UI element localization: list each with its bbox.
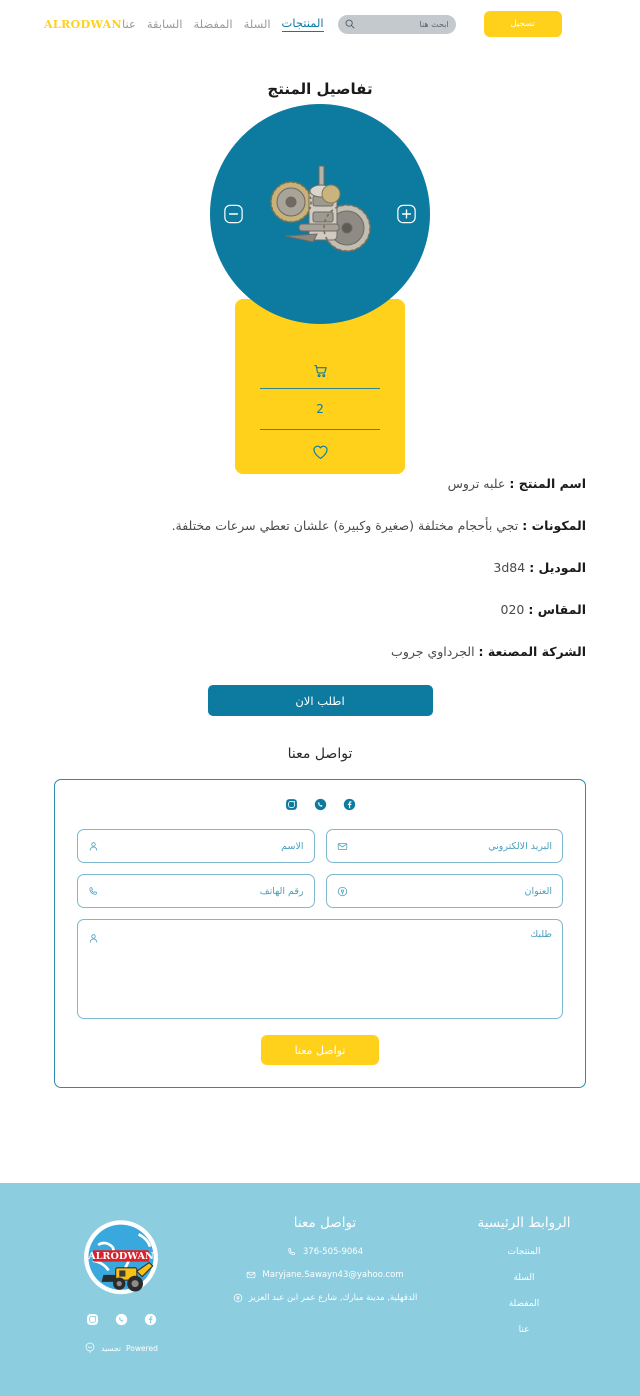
footer-phone-text: 376-505-9064 (302, 1247, 364, 1257)
footer-contact-column (210, 1215, 440, 1396)
footer-links-heading: الروابط الرئيسية (477, 1215, 571, 1231)
location-pin-icon (233, 1293, 243, 1303)
brand-logo[interactable]: ALRODWAN (44, 17, 122, 31)
page-title: تفاصيل المنتج (267, 80, 373, 98)
footer-social-row (86, 1313, 157, 1326)
spec-product-name (54, 476, 586, 493)
footer-email-row[interactable] (210, 1270, 440, 1280)
contact-section-heading: تواصل معنا (287, 746, 353, 763)
order-button-row (0, 685, 640, 716)
product-image-gearbox (255, 158, 385, 270)
email-field[interactable] (326, 829, 564, 863)
phone-icon (287, 1247, 297, 1257)
nav-item-previous[interactable]: السابقة (146, 16, 183, 31)
spec-value: تجي بأحجام مختلفة (صغيرة وكبيرة) علشان تعطي سرعات مختلفة. (171, 517, 519, 533)
contact-submit-button[interactable]: تواصل معنا (261, 1035, 379, 1065)
address-field[interactable] (326, 874, 564, 908)
search-icon (345, 19, 355, 29)
contact-form-fields (77, 829, 563, 1019)
quantity-value: 2 (316, 401, 324, 416)
contact-form-card (54, 779, 586, 1088)
spec-key: الشركة المصنعة : (478, 643, 586, 659)
name-field[interactable] (77, 829, 315, 863)
request-field[interactable] (77, 919, 563, 1019)
instagram-icon[interactable] (86, 1313, 99, 1326)
add-to-cart-icon[interactable] (312, 362, 329, 379)
footer-phone-row[interactable] (210, 1247, 440, 1257)
footer-link-cart[interactable]: السلة (513, 1273, 535, 1283)
whatsapp-icon[interactable] (115, 1313, 128, 1326)
spec-key: المكونات : (522, 517, 586, 533)
nav-item-about[interactable]: عنا (121, 16, 136, 31)
footer-link-favorites[interactable]: المفضلة (508, 1299, 540, 1309)
search-box[interactable] (338, 15, 456, 34)
person-icon (88, 929, 99, 948)
email-input[interactable] (354, 841, 553, 852)
product-action-card (235, 299, 405, 474)
footer-link-products[interactable]: المنتجات (507, 1247, 541, 1257)
footer-contact-heading: تواصل معنا (293, 1215, 357, 1231)
site-header (0, 0, 640, 48)
spec-key: المقاس : (528, 601, 586, 617)
nav-item-favorites[interactable]: المفضلة (193, 16, 233, 31)
spec-value: 020 (500, 601, 525, 617)
powered-by (84, 1339, 158, 1358)
spec-key: اسم المنتج : (509, 476, 586, 491)
footer-email-text: Maryjane.Sawayn43@yahoo.com (262, 1270, 404, 1280)
product-hero (0, 104, 640, 474)
powered-label: Powered (125, 1344, 158, 1353)
footer-address-row[interactable] (210, 1293, 440, 1303)
footer-logo-icon (77, 1215, 165, 1303)
footer-address-text: الدقهلية, مدينة مبارك, شارع عمر ابن عبد العزيز (248, 1293, 418, 1303)
spec-value: الجرداوي جروب (391, 643, 475, 659)
spec-key: الموديل : (529, 559, 586, 575)
favorite-heart-icon[interactable] (312, 444, 329, 460)
main-navigation (122, 16, 324, 32)
envelope-icon (337, 841, 348, 852)
spec-size (54, 602, 586, 619)
facebook-icon[interactable] (343, 798, 356, 811)
person-icon (88, 841, 99, 852)
spec-value: علبه تروس (447, 476, 506, 491)
footer-logo-text: ALRODWAN (88, 1251, 154, 1262)
phone-icon (88, 886, 99, 897)
phone-input[interactable] (105, 886, 304, 897)
product-image-circle (210, 104, 430, 324)
card-divider-top (260, 388, 380, 389)
phone-field[interactable] (77, 874, 315, 908)
powered-brand-text: تجسيد (101, 1344, 121, 1353)
whatsapp-icon[interactable] (314, 798, 327, 811)
product-specs (0, 476, 640, 660)
name-input[interactable] (105, 841, 304, 852)
tajseed-logo-icon (84, 1339, 96, 1358)
spec-model (54, 560, 586, 577)
footer-link-about[interactable]: عنا (518, 1325, 530, 1335)
register-button[interactable]: تسجيل (484, 11, 562, 37)
location-pin-icon (337, 886, 348, 897)
instagram-icon[interactable] (285, 798, 298, 811)
spec-manufacturer (54, 644, 586, 661)
request-textarea[interactable] (105, 929, 552, 1009)
facebook-icon[interactable] (144, 1313, 157, 1326)
site-footer (0, 1183, 640, 1396)
contact-social-row (77, 798, 563, 811)
search-input[interactable] (359, 20, 449, 29)
footer-brand-column (46, 1215, 196, 1396)
nav-item-cart[interactable]: السلة (243, 16, 271, 31)
contact-submit-row (77, 1035, 563, 1065)
footer-links-column (454, 1215, 594, 1396)
address-input[interactable] (354, 886, 553, 897)
nav-item-products[interactable]: المنتجات (281, 16, 324, 30)
increase-quantity-button[interactable] (397, 205, 416, 224)
card-divider-bottom (260, 429, 380, 430)
spec-value: 3d84 (493, 559, 526, 575)
order-now-button[interactable]: اطلب الان (208, 685, 433, 716)
spec-components (54, 518, 586, 535)
decrease-quantity-button[interactable] (224, 205, 243, 224)
envelope-icon (246, 1270, 256, 1280)
